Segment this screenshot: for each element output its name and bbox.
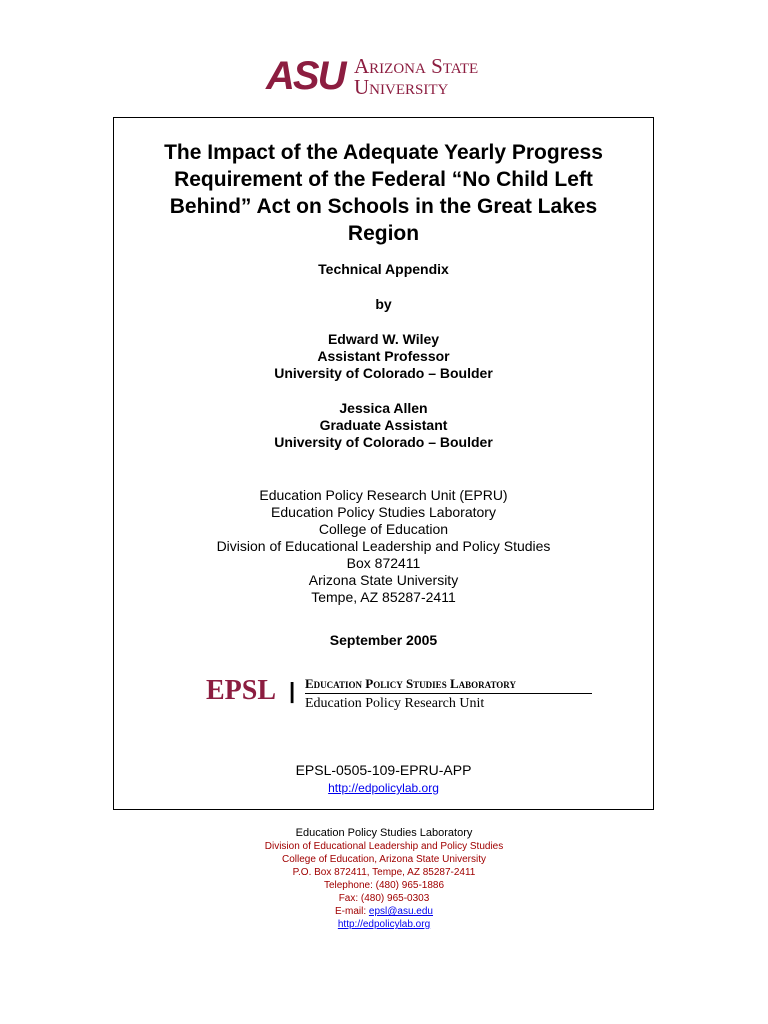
by-label: by [375, 296, 392, 312]
author-2-role: Graduate Assistant [319, 417, 448, 433]
document-subtitle: Technical Appendix [318, 261, 449, 277]
epsl-mark: EPSL [206, 675, 277, 706]
author-1-name: Edward W. Wiley [327, 331, 440, 347]
publication-date: September 2005 [329, 632, 438, 648]
footer-line-5: Telephone: (480) 965-1886 [323, 880, 445, 891]
cover-url-row [113, 781, 654, 796]
document-title: The Impact of the Adequate Yearly Progress Requirement of the Federal “No Child Left Behind” Act on Schools in the Great Lakes Region [164, 141, 603, 245]
footer-email-label: E-mail: [335, 906, 369, 917]
author-2-affiliation: University of Colorado – Boulder [274, 434, 493, 450]
address-line: Education Policy Research Unit (EPRU) [259, 487, 508, 503]
footer-line-2: Division of Educational Leadership and Policy Studies [264, 841, 504, 852]
address-line: Division of Educational Leadership and Policy Studies [216, 538, 551, 554]
author-2 [113, 400, 654, 451]
footer-line-4: P.O. Box 872411, Tempe, AZ 85287-2411 [292, 867, 476, 878]
address-line: Tempe, AZ 85287-2411 [311, 589, 456, 605]
author-1-role: Assistant Professor [317, 348, 450, 364]
author-2-name: Jessica Allen [339, 400, 428, 416]
footer-line-6: Fax: (480) 965-0303 [338, 893, 430, 904]
author-1-affiliation: University of Colorado – Boulder [274, 365, 493, 381]
footer-email-link[interactable]: epsl@asu.edu [368, 906, 433, 917]
address-line: Box 872411 [346, 555, 421, 571]
footer-url-link[interactable]: http://edpolicylab.org [337, 919, 431, 930]
address-block [113, 487, 654, 606]
epsl-divider: | [289, 678, 296, 703]
author-1 [113, 331, 654, 382]
asu-logo-wordmark [354, 56, 478, 98]
epsl-logo [206, 674, 606, 710]
epsl-lab-name: Education Policy Studies Laboratory [305, 676, 592, 694]
epsl-unit-name: Education Policy Research Unit [305, 696, 485, 711]
footer-email-row [0, 905, 768, 918]
address-line: Education Policy Studies Laboratory [271, 504, 496, 520]
footer-url-row [0, 918, 768, 931]
footer [0, 827, 768, 931]
address-line: College of Education [318, 521, 449, 537]
cover-url-link[interactable]: http://edpolicylab.org [328, 781, 439, 795]
asu-logo [266, 54, 506, 98]
asu-logo-line2: University [354, 75, 449, 99]
asu-logo-line1: Arizona State [354, 54, 479, 78]
asu-logo-mark: ASU [266, 54, 345, 98]
document-id: EPSL-0505-109-EPRU-APP [295, 762, 472, 778]
footer-line-3: College of Education, Arizona State University [282, 854, 486, 865]
footer-line-1: Education Policy Studies Laboratory [295, 827, 473, 839]
address-line: Arizona State University [308, 572, 459, 588]
